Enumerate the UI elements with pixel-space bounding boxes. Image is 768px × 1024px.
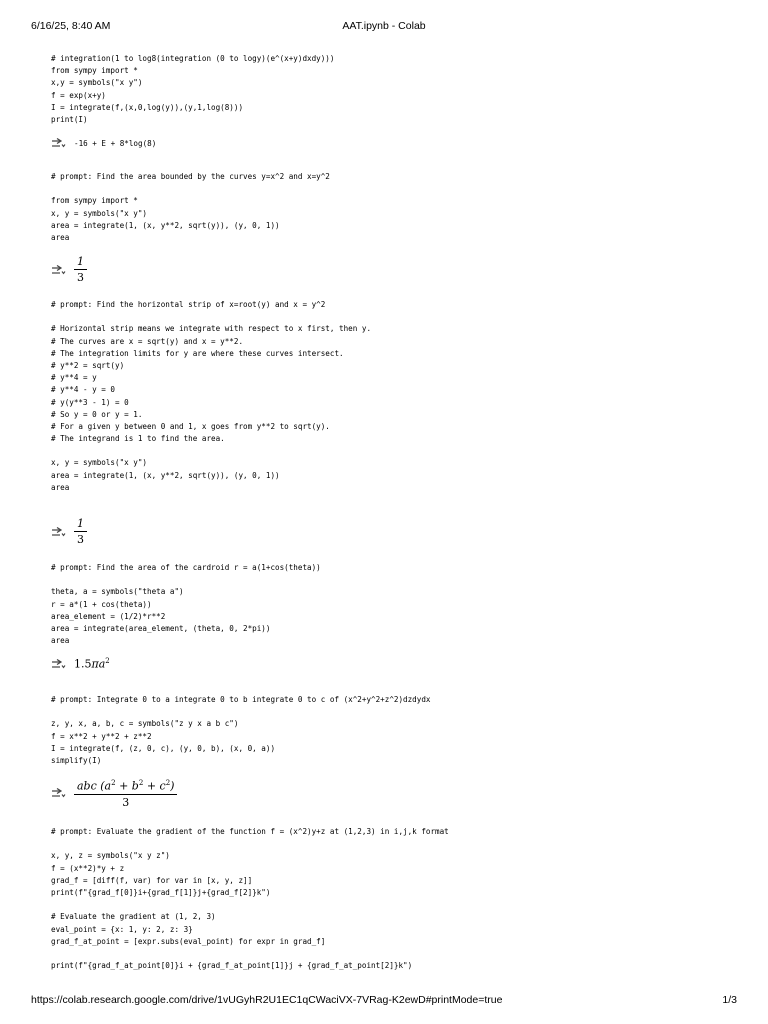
output-toggle-icon[interactable] [51, 659, 66, 669]
code-line: theta, a = symbols("theta a") [51, 587, 184, 597]
code-line [51, 899, 449, 911]
code-line: print(f"{grad_f_at_point[0]}i + {grad_f_at_point[1]}j + {grad_f_at_point[2]}k") [51, 961, 413, 971]
code-line [51, 183, 330, 195]
code-line: f = (x**2)*y + z [51, 863, 125, 873]
code-line: print(f"{grad_f[0]}i+{grad_f[1]}j+{grad_f[2]}k") [51, 887, 271, 897]
page-url: https://colab.research.google.com/drive/1vUGyhR2U1EC1qCWaciVX-7VRag-K2ewD#printMode=true [31, 994, 503, 1006]
code-line [51, 706, 430, 718]
fraction-output [74, 777, 177, 809]
code-line: r = a*(1 + cos(theta)) [51, 599, 152, 609]
code-line: # For a given y between 0 and 1, x goes from y**2 to sqrt(y). [51, 421, 330, 431]
code-line [51, 445, 371, 457]
coefficient: 1.5 [74, 657, 92, 671]
code-line: area [51, 636, 70, 646]
code-line: from sympy import * [51, 196, 138, 206]
code-cell-5 [51, 694, 430, 767]
code-line: grad_f_at_point = [expr.subs(eval_point) for expr in grad_f] [51, 936, 326, 946]
output-text: -16 + E + 8*log(8) [74, 138, 157, 148]
print-datetime: 6/16/25, 8:40 AM [31, 20, 111, 32]
output-cell-3 [51, 517, 87, 546]
code-line: I = integrate(f, (z, 0, c), (y, 0, b), (x, 0, a)) [51, 743, 276, 753]
fraction-denominator: 3 [77, 533, 84, 546]
fraction-numerator: abc $(a^2 + b^2 + c^2)$ [74, 777, 177, 795]
output-cell-4 [51, 657, 110, 671]
code-line: simplify(I) [51, 755, 102, 765]
output-toggle-icon[interactable] [51, 265, 66, 275]
fraction-output [74, 255, 87, 284]
code-line: # y**4 = y [51, 373, 97, 383]
code-line: # Evaluate the gradient at (1, 2, 3) [51, 912, 216, 922]
code-line: # y(y**3 - 1) = 0 [51, 397, 129, 407]
code-line: # prompt: Find the area bounded by the curves y=x^2 and x=y^2 [51, 172, 330, 181]
code-line: print(I) [51, 114, 88, 124]
code-line: f = x**2 + y**2 + z**2 [51, 731, 152, 741]
code-line: # y**4 - y = 0 [51, 385, 116, 395]
code-line: area_element = (1/2)*r**2 [51, 611, 166, 621]
code-line: # y**2 = sqrt(y) [51, 360, 125, 370]
code-line: z, y, x, a, b, c = symbols("z y x a b c") [51, 719, 239, 729]
code-line: grad_f = [diff(f, var) for var in [x, y, z]] [51, 875, 253, 885]
code-line: f = exp(x+y) [51, 90, 106, 100]
code-cell-4 [51, 562, 321, 647]
code-line: area [51, 482, 70, 492]
fraction-numerator: 1 [74, 255, 87, 270]
code-line: area [51, 232, 70, 242]
output-toggle-icon[interactable] [51, 788, 66, 798]
code-line: # prompt: Find the area of the cardroid r = a(1+cos(theta)) [51, 563, 321, 572]
variable: a [98, 657, 106, 671]
output-cell-1 [51, 138, 156, 148]
output-cell-2 [51, 255, 87, 284]
code-line: x,y = symbols("x y") [51, 78, 143, 88]
fraction-denominator: 3 [77, 271, 84, 284]
output-cell-5 [51, 777, 177, 809]
exponent: 2 [105, 657, 110, 665]
factor: abc [77, 779, 97, 793]
page-number: 1/3 [722, 994, 737, 1006]
code-cell-6 [51, 826, 449, 972]
fraction-denominator: 3 [122, 795, 130, 809]
code-line: # So y = 0 or y = 1. [51, 409, 143, 419]
code-line: # The integration limits for y are where these curves intersect. [51, 348, 344, 358]
code-line: area = integrate(1, (x, y**2, sqrt(y)), (y, 0, 1)) [51, 220, 280, 230]
code-line: # integration(1 to log8(integration (0 to logy)(e^(x+y)dxdy))) [51, 54, 335, 63]
code-line: # Horizontal strip means we integrate with respect to x first, then y. [51, 324, 372, 334]
code-line [51, 574, 321, 586]
code-line: # prompt: Find the horizontal strip of x=root(y) and x = y^2 [51, 300, 326, 309]
code-line: # The curves are x = sqrt(y) and x = y**2. [51, 336, 244, 346]
fraction-numerator: 1 [74, 517, 87, 532]
code-line [51, 311, 371, 323]
page-title: AAT.ipynb - Colab [342, 20, 426, 32]
code-line: area = integrate(1, (x, y**2, sqrt(y)), (y, 0, 1)) [51, 470, 280, 480]
code-line [51, 948, 449, 960]
code-line: I = integrate(f,(x,0,log(y)),(y,1,log(8))) [51, 102, 244, 112]
code-cell-3 [51, 299, 371, 494]
pi-symbol: π [91, 657, 99, 671]
code-cell-2 [51, 171, 330, 244]
output-toggle-icon[interactable] [51, 527, 66, 537]
code-line: # prompt: Evaluate the gradient of the function f = (x^2)y+z at (1,2,3) in i,j,k format [51, 827, 449, 836]
code-line: # prompt: Integrate 0 to a integrate 0 to b integrate 0 to c of (x^2+y^2+z^2)dzdydx [51, 695, 431, 704]
code-line: area = integrate(area_element, (theta, 0, 2*pi)) [51, 623, 271, 633]
code-line: x, y = symbols("x y") [51, 458, 148, 468]
code-line: # The integrand is 1 to find the area. [51, 434, 225, 444]
code-line: x, y = symbols("x y") [51, 208, 148, 218]
output-toggle-icon[interactable] [51, 138, 66, 148]
code-cell-1 [51, 53, 334, 126]
fraction-output [74, 517, 87, 546]
code-line [51, 838, 449, 850]
code-line: from sympy import * [51, 66, 138, 76]
code-line: x, y, z = symbols("x y z") [51, 851, 170, 861]
code-line: eval_point = {x: 1, y: 2, z: 3} [51, 924, 193, 934]
math-output [74, 657, 110, 671]
